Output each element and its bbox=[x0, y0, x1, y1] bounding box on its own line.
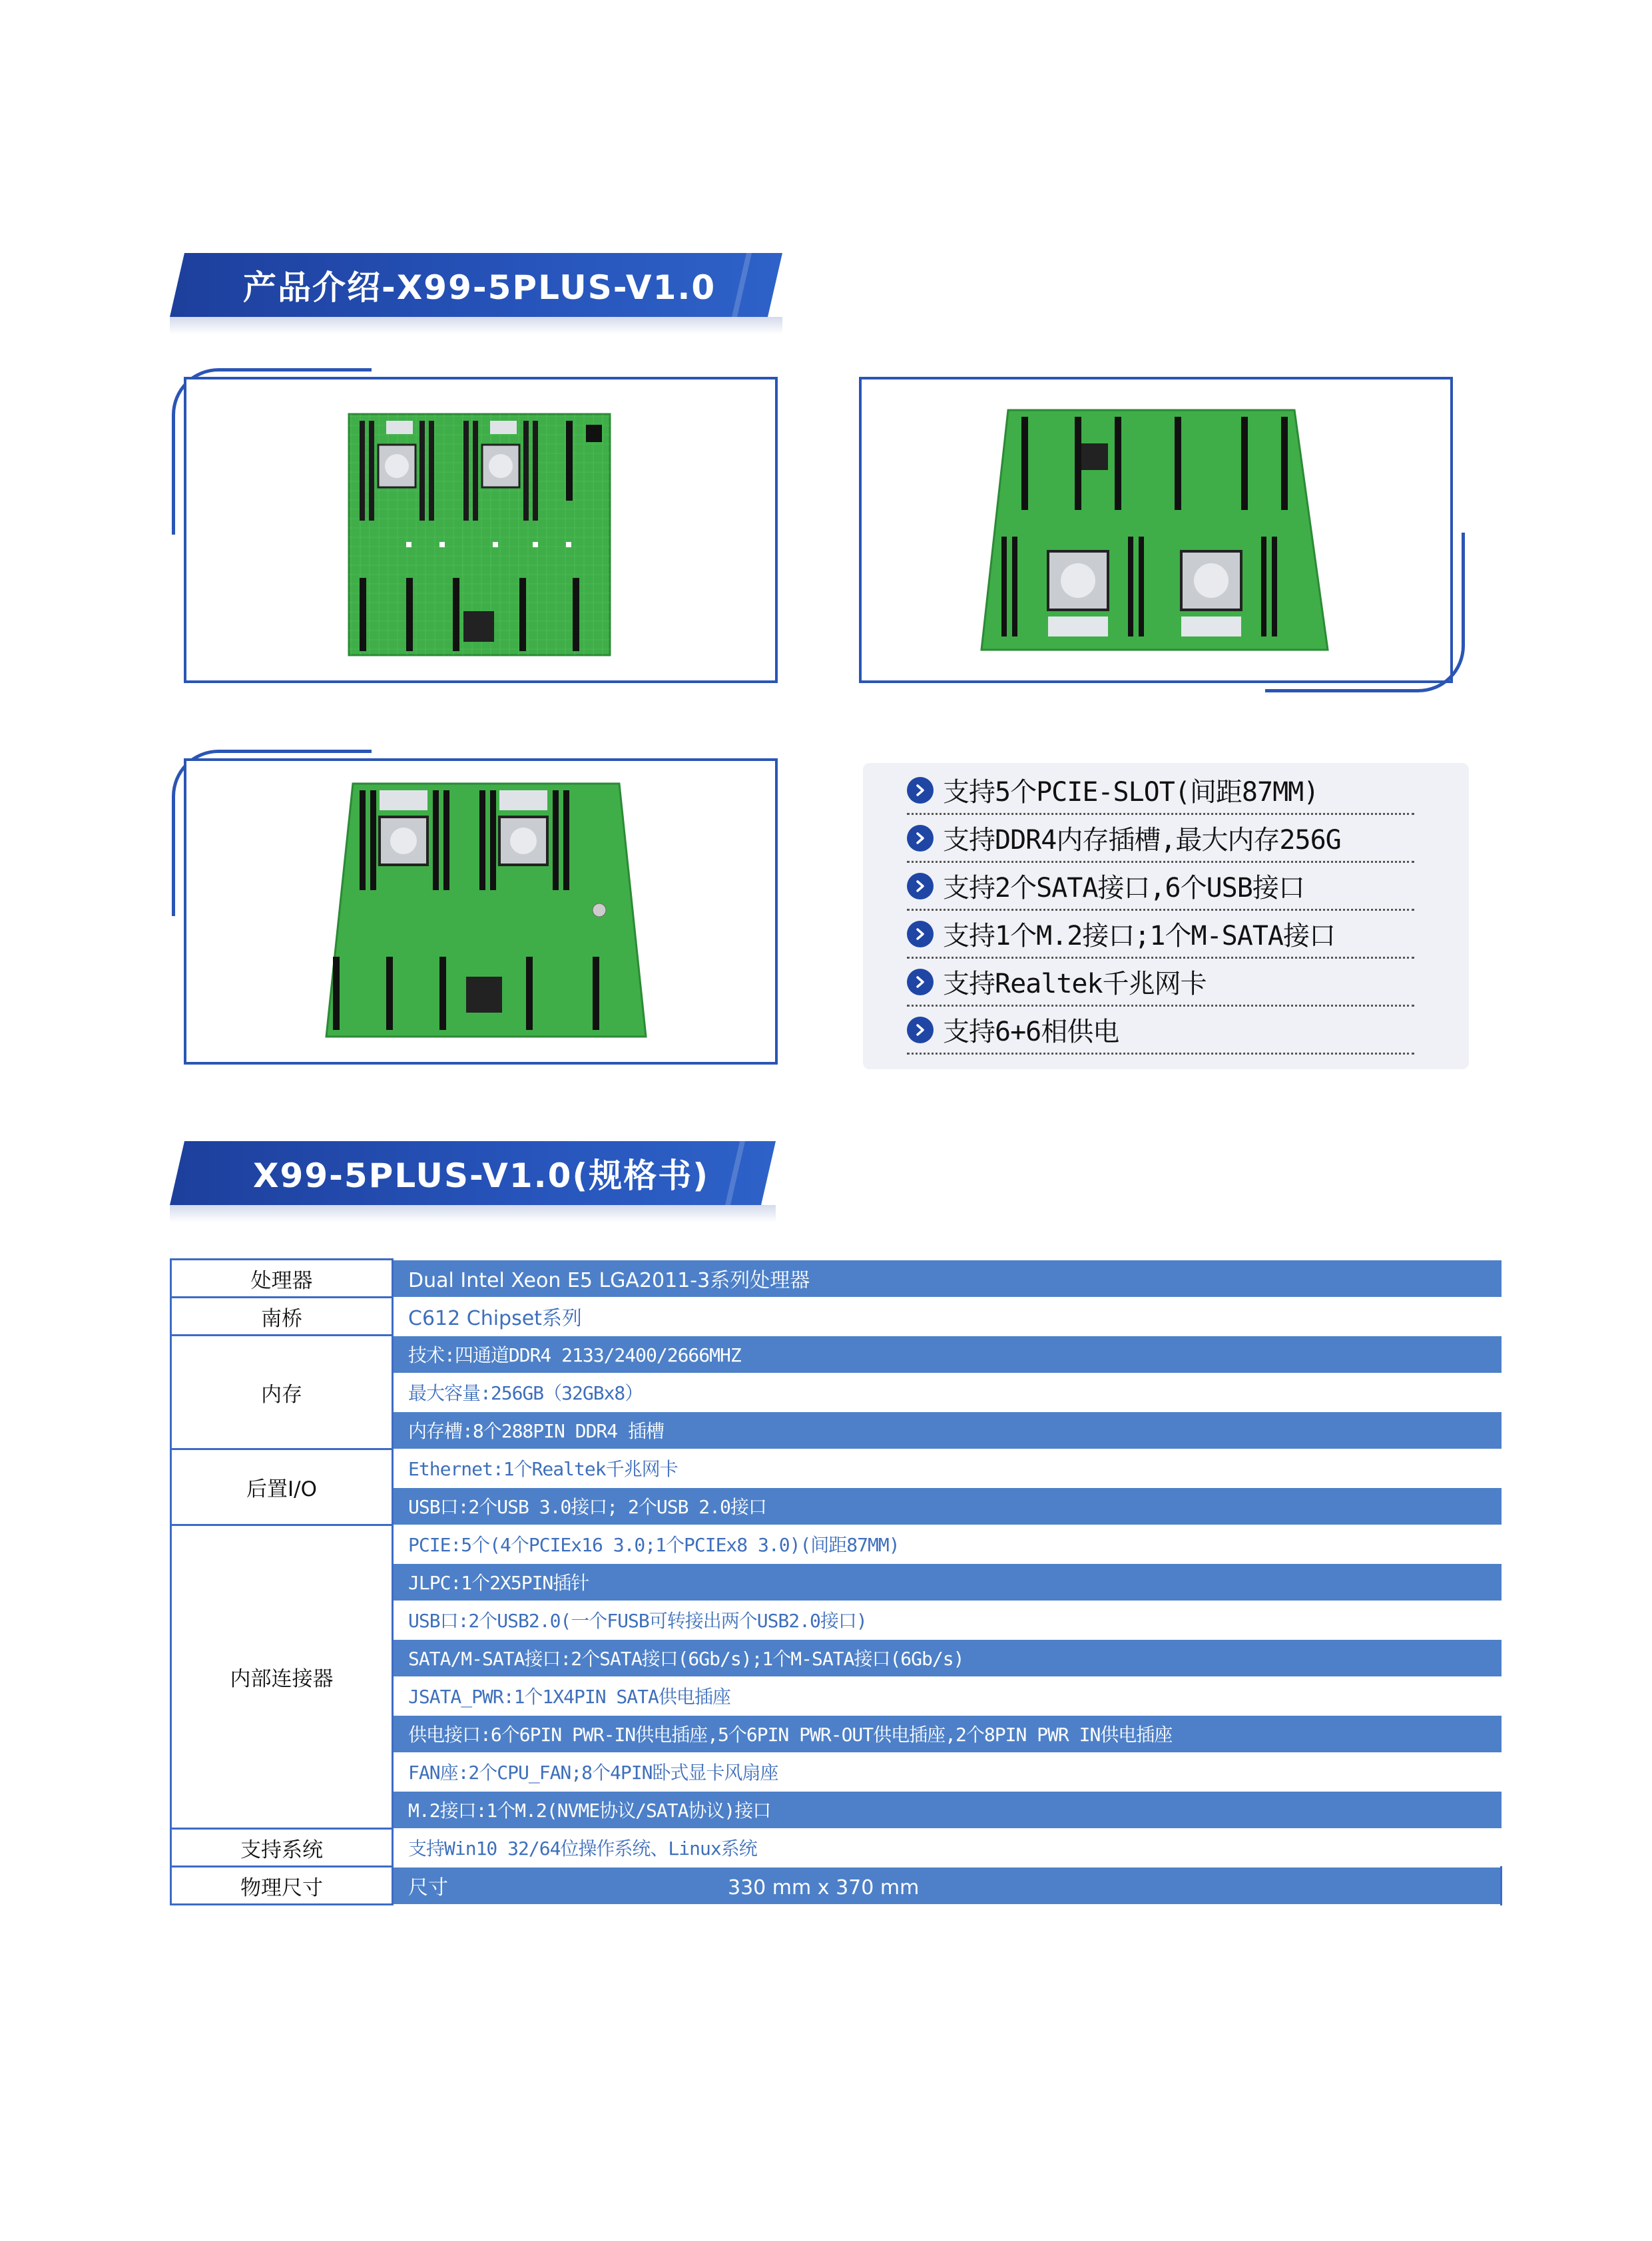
feature-text: 支持5个PCIE-SLOT(间距87MM) bbox=[943, 777, 1319, 808]
feature-item bbox=[907, 959, 1414, 1007]
feature-text: 支持2个SATA接口,6个USB接口 bbox=[943, 873, 1304, 903]
feature-item bbox=[907, 767, 1414, 815]
size-label: 尺寸 bbox=[408, 1876, 448, 1899]
spec-key: 内存 bbox=[171, 1336, 393, 1449]
chevron-right-icon bbox=[907, 921, 934, 947]
feature-text: 支持Realtek千兆网卡 bbox=[943, 969, 1207, 999]
chevron-right-icon bbox=[907, 825, 934, 852]
feature-item bbox=[907, 911, 1414, 959]
spec-row bbox=[171, 1829, 1502, 1867]
spec-key: 内部连接器 bbox=[171, 1525, 393, 1829]
spec-value: SATA/M-SATA接口:2个SATA接口(6Gb/s);1个M-SATA接口(6Gb/s) bbox=[393, 1639, 1502, 1677]
spec-row bbox=[171, 1525, 1502, 1563]
spec-value: 内存槽:8个288PIN DDR4 插槽 bbox=[393, 1411, 1502, 1449]
spec-row bbox=[171, 1449, 1502, 1487]
feature-item bbox=[907, 863, 1414, 911]
spec-value: FAN座:2个CPU_FAN;8个4PIN卧式显卡风扇座 bbox=[393, 1753, 1502, 1791]
spec-table bbox=[170, 1258, 1502, 1905]
spec-value: 最大容量:256GB（32GBx8） bbox=[393, 1373, 1502, 1411]
spec-value: USB口:2个USB2.0(一个FUSB可转接出两个USB2.0接口) bbox=[393, 1601, 1502, 1639]
product-image-frame-3 bbox=[184, 758, 778, 1065]
feature-list bbox=[863, 763, 1469, 1069]
chevron-right-icon bbox=[907, 777, 934, 804]
spec-value: JSATA_PWR:1个1X4PIN SATA供电插座 bbox=[393, 1677, 1502, 1715]
feature-item bbox=[907, 815, 1414, 863]
size-value: 330 mm x 370 mm bbox=[728, 1876, 920, 1899]
motherboard-image-tilted bbox=[313, 777, 659, 1043]
section-title-intro: 产品介绍-X99-5PLUS-V1.0 bbox=[243, 268, 716, 307]
product-image-frame-1 bbox=[184, 377, 778, 683]
frame-corner-accent bbox=[1265, 533, 1465, 692]
spec-key: 物理尺寸 bbox=[171, 1867, 393, 1905]
spec-row bbox=[171, 1336, 1502, 1373]
motherboard-image-top bbox=[346, 411, 613, 658]
spec-value: JLPC:1个2X5PIN插针 bbox=[393, 1563, 1502, 1601]
chevron-right-icon bbox=[907, 1017, 934, 1043]
feature-text: 支持DDR4内存插槽,最大内存256G bbox=[943, 825, 1341, 856]
spec-value: C612 Chipset系列 bbox=[393, 1298, 1502, 1336]
spec-value bbox=[393, 1867, 1502, 1905]
chevron-right-icon bbox=[907, 969, 934, 995]
spec-value: USB口:2个USB 3.0接口; 2个USB 2.0接口 bbox=[393, 1487, 1502, 1525]
spec-key: 后置I/O bbox=[171, 1449, 393, 1525]
spec-value: M.2接口:1个M.2(NVME协议/SATA协议)接口 bbox=[393, 1791, 1502, 1829]
feature-item bbox=[907, 1007, 1414, 1055]
feature-text: 支持6+6相供电 bbox=[943, 1017, 1119, 1047]
section-title-spec: X99-5PLUS-V1.0(规格书) bbox=[253, 1156, 710, 1195]
spec-value: 技术:四通道DDR4 2133/2400/2666MHZ bbox=[393, 1336, 1502, 1373]
chevron-right-icon bbox=[907, 873, 934, 899]
spec-row bbox=[171, 1260, 1502, 1298]
spec-row bbox=[171, 1298, 1502, 1336]
spec-key: 处理器 bbox=[171, 1260, 393, 1298]
spec-value: PCIE:5个(4个PCIEx16 3.0;1个PCIEx8 3.0)(间距87MM) bbox=[393, 1525, 1502, 1563]
feature-text: 支持1个M.2接口;1个M-SATA接口 bbox=[943, 921, 1335, 951]
spec-key: 南桥 bbox=[171, 1298, 393, 1336]
spec-row bbox=[171, 1867, 1502, 1905]
spec-value: 支持Win10 32/64位操作系统、Linux系统 bbox=[393, 1829, 1502, 1867]
spec-value: Dual Intel Xeon E5 LGA2011-3系列处理器 bbox=[393, 1260, 1502, 1298]
spec-value: Ethernet:1个Realtek千兆网卡 bbox=[393, 1449, 1502, 1487]
section-banner-intro bbox=[170, 253, 782, 317]
section-banner-spec bbox=[170, 1141, 776, 1205]
spec-value: 供电接口:6个6PIN PWR-IN供电插座,5个6PIN PWR-OUT供电插座,2个8PIN PWR IN供电插座 bbox=[393, 1715, 1502, 1753]
spec-key: 支持系统 bbox=[171, 1829, 393, 1867]
